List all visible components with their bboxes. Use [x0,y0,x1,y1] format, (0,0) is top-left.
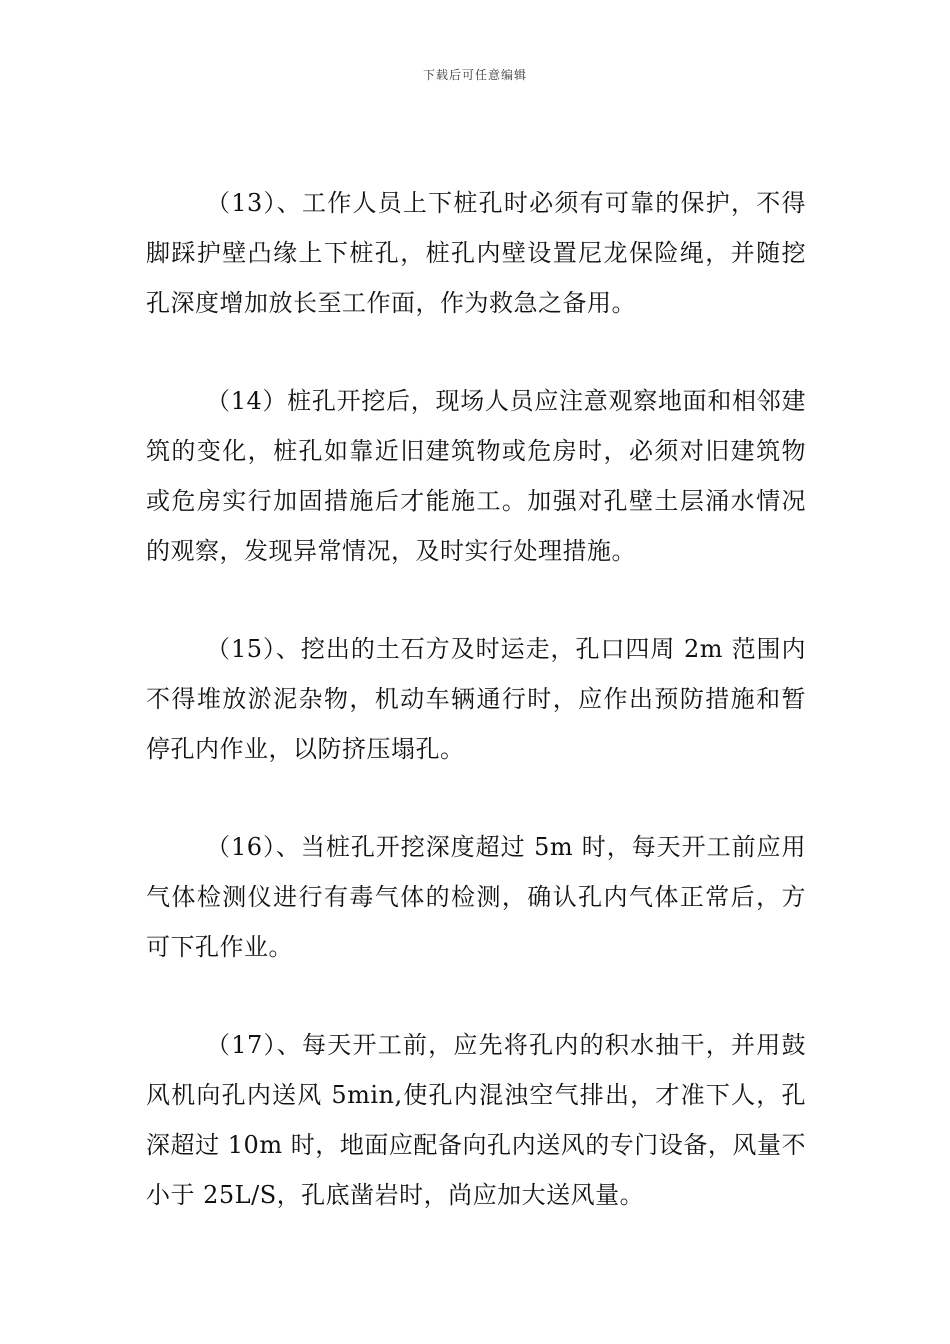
document-body [146,178,806,1268]
paragraph-13: （13）、工作人员上下桩孔时必须有可靠的保护，不得脚踩护壁凸缘上下桩孔，桩孔内壁设置尼龙保险绳，并随挖孔深度增加放长至工作面，作为救急之备用。 [146,189,806,317]
paragraph-17: （17）、每天开工前，应先将孔内的积水抽干，并用鼓风机向孔内送风 5min,使孔内混浊空气排出，才准下人，孔深超过 10m 时，地面应配备向孔内送风的专门设备，风量不小于 25L/S，孔底凿岩时，尚应加大送风量。 [146,1031,806,1209]
paragraph-14: （14）桩孔开挖后，现场人员应注意观察地面和相邻建筑的变化，桩孔如靠近旧建筑物或危房时，必须对旧建筑物或危房实行加固措施后才能施工。加强对孔壁土层涌水情况的观察，发现异常情况，及时实行处理措施。 [146,387,806,565]
paragraph-16: （16）、当桩孔开挖深度超过 5m 时，每天开工前应用气体检测仪进行有毒气体的检测，确认孔内气体正常后，方可下孔作业。 [146,833,806,961]
paragraph-15: （15）、挖出的土石方及时运走，孔口四周 2m 范围内不得堆放淤泥杂物，机动车辆通行时，应作出预防措施和暂停孔内作业，以防挤压塌孔。 [146,635,806,763]
page-header: 下载后可任意编辑 [422,68,527,82]
